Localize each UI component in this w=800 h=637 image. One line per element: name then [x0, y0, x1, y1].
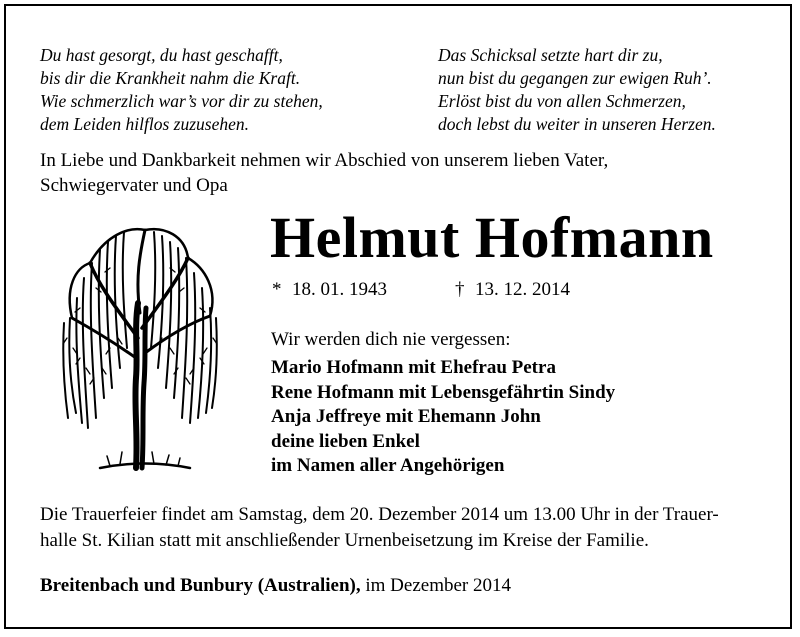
- place-and-date: [40, 574, 511, 598]
- poem-line: doch lebst du weiter in unseren Herzen.: [438, 114, 716, 134]
- death-date: 13. 12. 2014: [475, 279, 570, 300]
- poem-line: Wie schmerzlich war’s vor dir zu stehen,: [40, 91, 323, 111]
- intro-text: [40, 148, 680, 198]
- mourner-line: Rene Hofmann mit Lebensgefährtin Sindy: [271, 381, 616, 403]
- poem-line: bis dir die Krankheit nahm die Kraft.: [40, 68, 301, 88]
- birth-star-icon: *: [272, 279, 282, 300]
- mourner-line: Anja Jeffreye mit Ehemann John: [271, 406, 541, 427]
- weeping-willow-icon: [50, 218, 230, 474]
- never-forget-text: Wir werden dich nie vergessen:: [271, 329, 511, 350]
- deceased-name: Helmut Hofmann: [270, 205, 714, 270]
- poem-line: nun bist du gegangen zur ewigen Ruh’.: [438, 68, 712, 88]
- place-name: Breitenbach und Bunbury (Australien),: [40, 575, 361, 596]
- poem-right: [438, 44, 716, 136]
- place-date: im Dezember 2014: [360, 575, 511, 596]
- poem-line: Das Schicksal setzte hart dir zu,: [438, 45, 663, 65]
- death-date-line: [455, 278, 570, 302]
- mourner-line: Mario Hofmann mit Ehefrau Petra: [271, 357, 556, 378]
- mourner-line: im Namen aller Angehörigen: [271, 455, 505, 476]
- poem-line: Du hast gesorgt, du hast geschafft,: [40, 45, 283, 65]
- service-line: halle St. Kilian statt mit anschließender Urnenbeisetzung im Kreise der Familie.: [40, 530, 649, 551]
- mourner-line: deine lieben Enkel: [271, 430, 420, 452]
- birth-date-line: [272, 278, 387, 302]
- death-cross-icon: †: [455, 279, 465, 300]
- mourners-list: [271, 356, 615, 479]
- service-line: Die Trauerfeier findet am Samstag, dem 20. Dezember 2014 um 13.00 Uhr in der Trauer-: [40, 504, 719, 525]
- poem-left: [40, 44, 323, 136]
- birth-date: 18. 01. 1943: [292, 279, 387, 300]
- intro-line: Schwiegervater und Opa: [40, 175, 228, 196]
- intro-line: In Liebe und Dankbarkeit nehmen wir Abschied von unserem lieben Vater,: [40, 150, 609, 171]
- service-info: [40, 502, 765, 554]
- poem-line: dem Leiden hilflos zuzusehen.: [40, 114, 250, 134]
- poem-line: Erlöst bist du von allen Schmerzen,: [438, 91, 686, 111]
